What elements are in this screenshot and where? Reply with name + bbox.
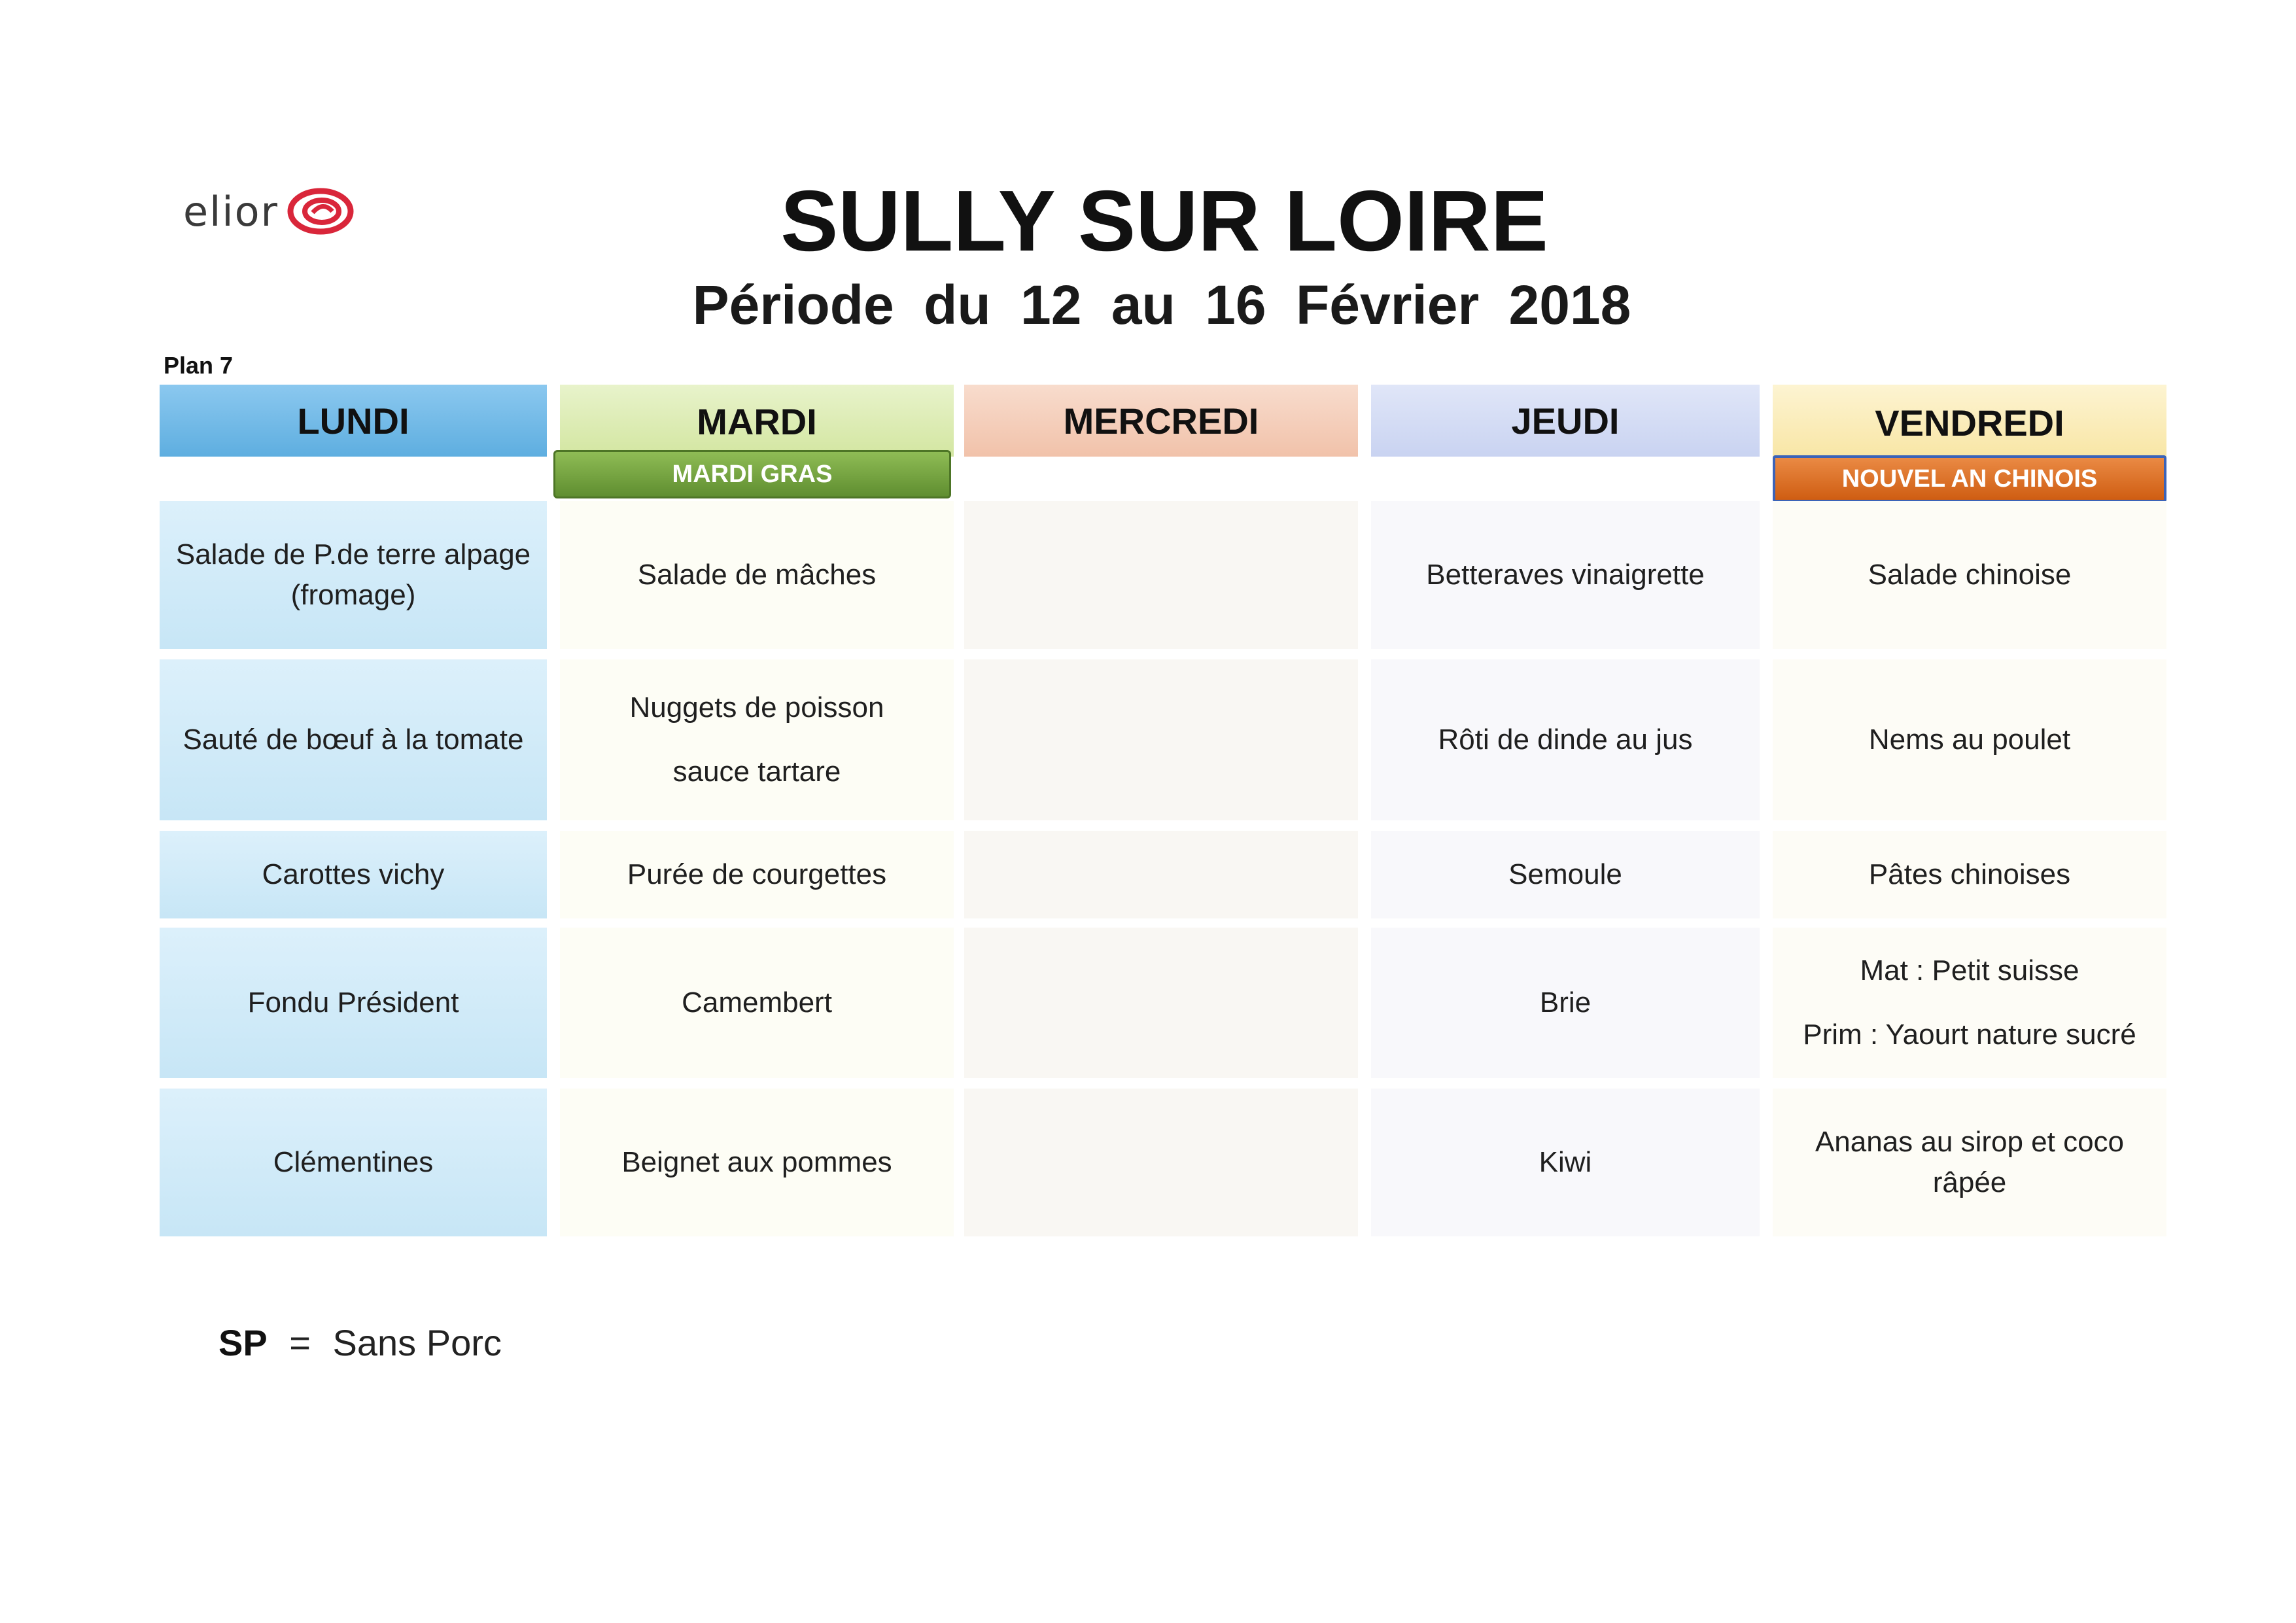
badge-label: NOUVEL AN CHINOIS (1841, 464, 2098, 493)
legend-sans-porc (218, 1321, 502, 1364)
menu-dish: Betteraves vinaigrette (1426, 559, 1705, 591)
menu-dish: Mat : Petit suisse (1860, 954, 2079, 986)
menu-dish: Brie (1539, 986, 1592, 1019)
menu-dish: Rôti de dinde au jus (1438, 724, 1693, 756)
menu-dish: Nuggets de poisson (629, 691, 884, 724)
menu-cell-mercredi (964, 928, 1358, 1078)
menu-cell-mardi (560, 928, 954, 1078)
day-name: MERCREDI (1063, 400, 1259, 442)
menu-dish: (fromage) (290, 579, 416, 611)
menu-cell-mardi (560, 501, 954, 649)
menu-cell-mercredi (964, 501, 1358, 649)
menu-cell-jeudi (1371, 1089, 1760, 1236)
mardi-gras-badge (553, 450, 951, 498)
plan-label: Plan 7 (164, 352, 234, 379)
menu-dish: Salade chinoise (1868, 559, 2072, 591)
menu-cell-jeudi (1371, 928, 1760, 1078)
menu-dish: Clémentines (273, 1146, 434, 1178)
day-name: LUNDI (297, 400, 409, 442)
menu-dish: Pâtes chinoises (1868, 858, 2071, 890)
page-title: SULLY SUR LOIRE (780, 173, 1548, 269)
menu-dish: Semoule (1508, 858, 1622, 890)
menu-dish: Prim : Yaourt nature sucré (1803, 1019, 2136, 1051)
menu-cell-vendredi (1773, 928, 2166, 1078)
menu-cell-lundi (160, 831, 547, 918)
period-subtitle: Période du 12 au 16 Février 2018 (692, 274, 1631, 336)
menu-cell-mercredi (964, 1089, 1358, 1236)
nouvel-an-chinois-badge (1773, 455, 2166, 502)
menu-dish: Kiwi (1539, 1146, 1592, 1178)
menu-dish: Purée de courgettes (627, 858, 887, 890)
day-name: MARDI (697, 401, 817, 442)
menu-cell-jeudi (1371, 501, 1760, 649)
legend-meaning: Sans Porc (332, 1322, 502, 1363)
menu-cell-mardi (560, 831, 954, 918)
menu-cell-vendredi (1773, 501, 2166, 649)
menu-dish: Sauté de bœuf à la tomate (183, 724, 524, 756)
day-header-mercredi (964, 385, 1358, 457)
menu-cell-lundi (160, 928, 547, 1078)
menu-dish: Nems au poulet (1868, 724, 2071, 756)
menu-dish: Salade de P.de terre alpage (175, 538, 531, 570)
menu-dish: sauce tartare (672, 756, 841, 788)
day-name: JEUDI (1511, 400, 1620, 442)
menu-cell-mardi (560, 1089, 954, 1236)
menu-dish: Salade de mâches (637, 559, 877, 591)
logo-text: elior (183, 187, 279, 236)
badge-label: MARDI GRAS (672, 460, 833, 488)
menu-cell-lundi (160, 659, 547, 820)
menu-cell-jeudi (1371, 831, 1760, 918)
menu-dish: Fondu Président (247, 986, 459, 1019)
day-header-jeudi (1371, 385, 1760, 457)
menu-dish: Camembert (682, 986, 832, 1019)
menu-cell-mardi (560, 659, 954, 820)
legend-separator: = (289, 1322, 311, 1363)
menu-cell-lundi (160, 501, 547, 649)
menu-cell-vendredi (1773, 831, 2166, 918)
legend-code: SP (218, 1322, 268, 1363)
menu-cell-lundi (160, 1089, 547, 1236)
menu-cell-vendredi (1773, 659, 2166, 820)
menu-dish: Ananas au sirop et coco râpée (1815, 1126, 2125, 1198)
day-header-lundi (160, 385, 547, 457)
menu-cell-jeudi (1371, 659, 1760, 820)
menu-cell-mercredi (964, 831, 1358, 918)
menu-dish: Beignet aux pommes (621, 1146, 892, 1178)
day-name: VENDREDI (1875, 402, 2064, 444)
day-header-vendredi (1773, 385, 2166, 457)
day-header-mardi (560, 385, 954, 457)
menu-dish: Carottes vichy (262, 858, 445, 890)
menu-cell-vendredi (1773, 1089, 2166, 1236)
menu-cell-mercredi (964, 659, 1358, 820)
